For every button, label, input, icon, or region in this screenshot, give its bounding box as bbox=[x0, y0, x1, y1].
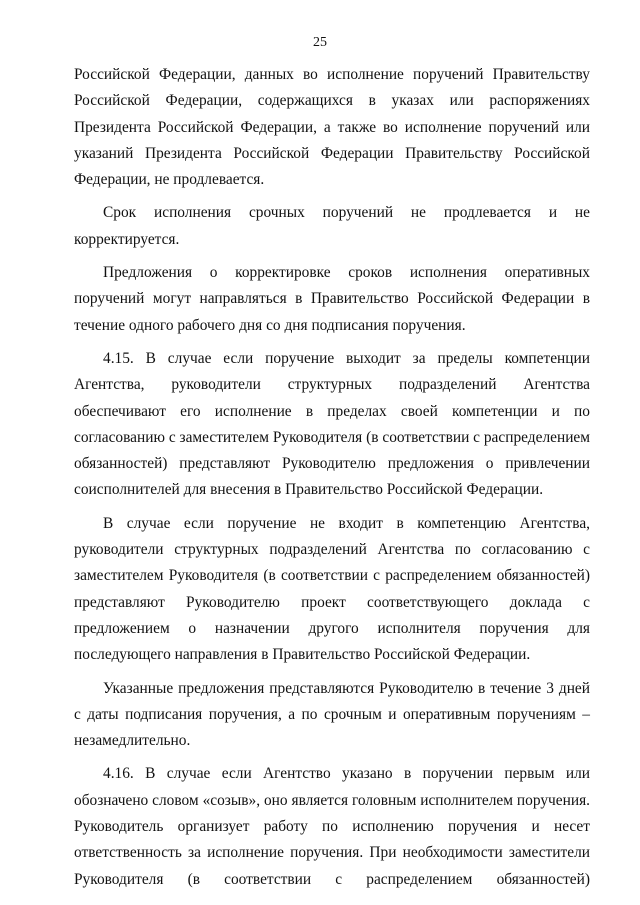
page-number: 25 bbox=[313, 35, 327, 50]
paragraph-4-16: 4.16. В случае если Агентство указано в поручении первым или обозначено словом «созыв», оно является головным исполнителем поручения. Руководитель организует работу по исполнению поручения и несет ответственность за исполнение поручения. При необходимости заместители Руководителя (в соответствии с распределением обязанностей) bbox=[74, 765, 590, 888]
document-body bbox=[74, 62, 590, 893]
paragraph-outside-competence: В случае если поручение не входит в компетенцию Агентства, руководители структурных подразделений Агентства по согласованию с заместителем Руководителя (в соответствии с распределением обязанностей) представляют Руководителю проект соответствующего доклада с предложением о назначении другого исполнителя поручения для последующего направления в Правительство Российской Федерации. bbox=[74, 514, 590, 664]
paragraph-operational-proposals: Предложения о корректировке сроков исполнения оперативных поручений могут направляться в Правительство Российской Федерации в течение одного рабочего дня со дня подписания поручения. bbox=[74, 264, 590, 334]
paragraph-urgent-deadline: Срок исполнения срочных поручений не продлевается и не корректируется. bbox=[74, 204, 590, 248]
paragraph-proposals-deadline: Указанные предложения представляются Руководителю в течение 3 дней с даты подписания поручения, а по срочным и оперативным поручениям – незамедлительно. bbox=[74, 679, 590, 750]
paragraph-continuation: Российской Федерации, данных во исполнение поручений Правительству Российской Федерации, содержащихся в указах или распоряжениях Президента Российской Федерации, а также во исполнение поручений или указаний Президента Российской Федерации Правительству Российской Федерации, не продлевается. bbox=[74, 66, 590, 189]
paragraph-4-15: 4.15. В случае если поручение выходит за пределы компетенции Агентства, руководители структурных подразделений Агентства обеспечивают его исполнение в пределах своей компетенции и по согласованию с заместителем Руководителя (в соответствии с распределением обязанностей) представляют Руководителю предложения о привлечении соисполнителей для внесения в Правительство Российской Федерации. bbox=[74, 349, 590, 499]
